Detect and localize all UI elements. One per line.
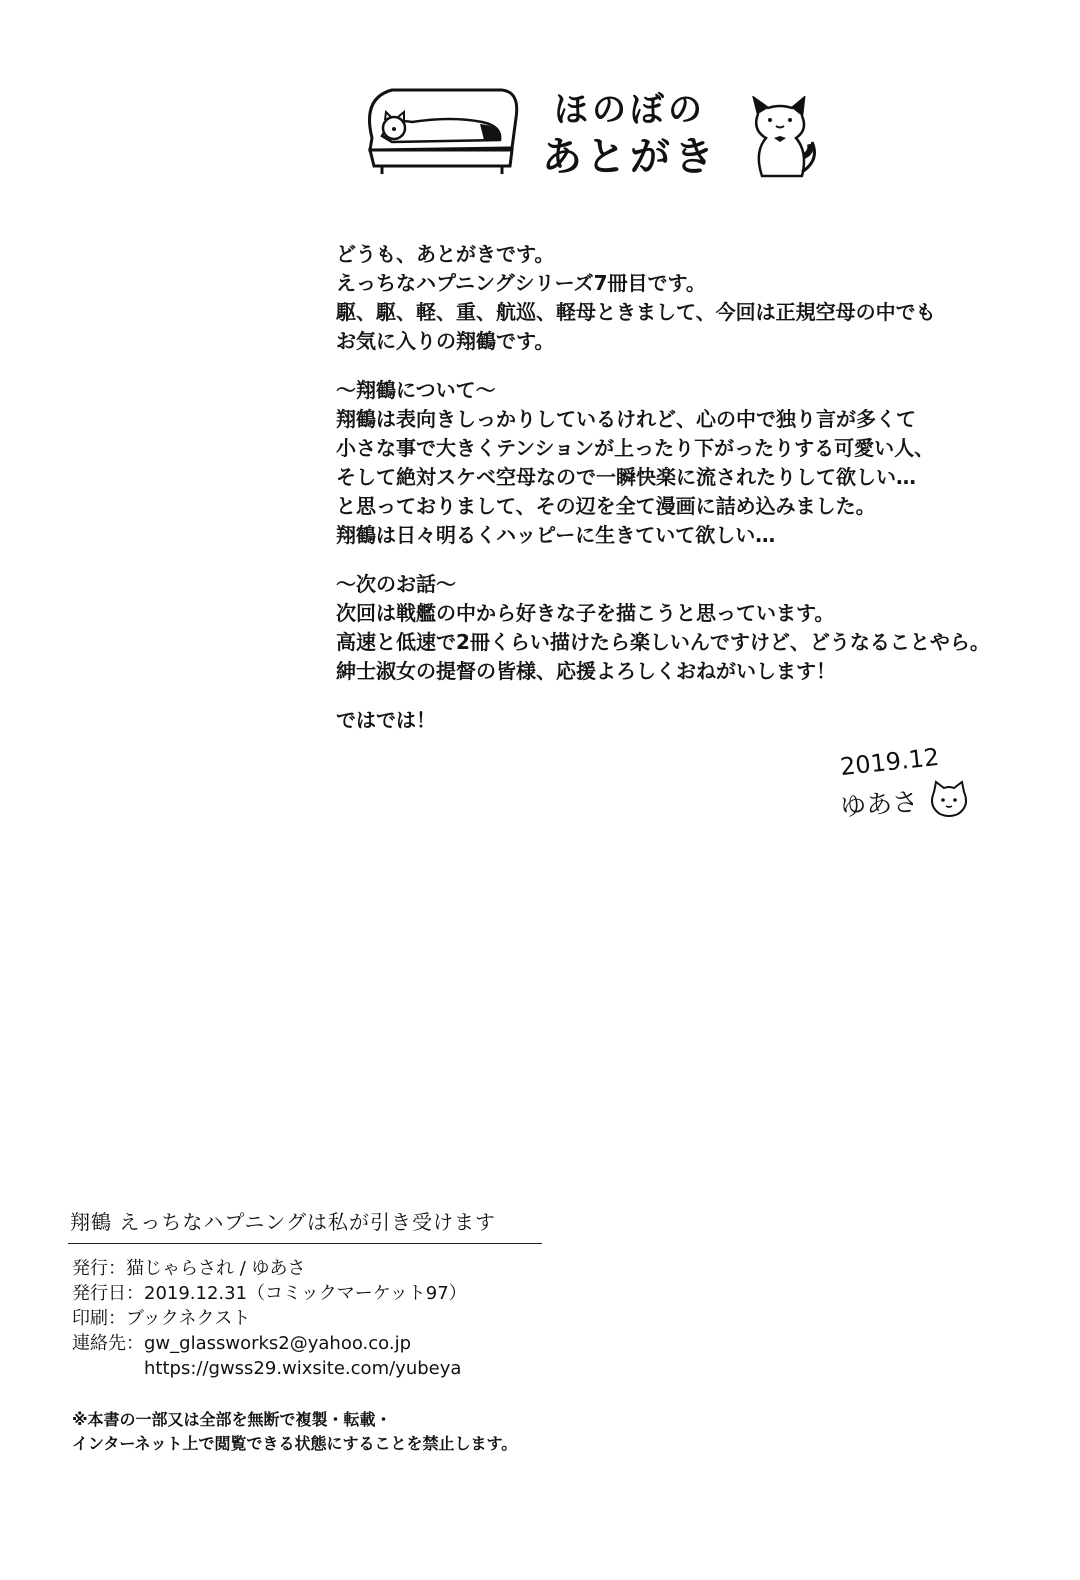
- text-line: どうも、あとがきです。: [336, 242, 555, 266]
- copyright-notice: [72, 1408, 517, 1456]
- text-line: えっちなハプニングシリーズ7冊目です。: [336, 271, 706, 295]
- paragraph-about-shoukaku: [336, 376, 1036, 550]
- notice-line: ※本書の一部又は全部を無断で複製・転載・: [72, 1410, 392, 1429]
- cat-face-doodle-icon: [928, 778, 970, 818]
- text-line: 翔鶴は日々明るくハッピーに生きていて欲しい…: [336, 523, 776, 547]
- colophon-divider: [68, 1243, 542, 1244]
- sofa-cat-illustration: [352, 78, 522, 178]
- afterword-heading: [540, 88, 720, 182]
- text-line: お気に入りの翔鶴です。: [336, 329, 555, 353]
- text-line: ではでは！: [336, 708, 436, 732]
- afterword-body: [336, 240, 1036, 755]
- colophon-issue-date: 発行日：2019.12.31（コミックマーケット97）: [72, 1283, 467, 1304]
- text-line: 高速と低速で2冊くらい描けたら楽しいんですけど、どうなることやら。: [336, 630, 990, 654]
- colophon-title: 翔鶴 えっちなハプニングは私が引き受けます: [70, 1210, 496, 1234]
- paragraph-next-story: [336, 570, 1036, 686]
- sitting-cat-illustration: [740, 96, 820, 186]
- text-line: 翔鶴は表向きしっかりしているけれど、心の中で独り言が多くて: [336, 407, 916, 431]
- text-line: そして絶対スケベ空母なので一瞬快楽に流されたりして欲しい…: [336, 465, 916, 489]
- text-line: 小さな事で大きくテンションが上ったり下がったりする可愛い人、: [336, 436, 935, 460]
- heading-line2: あとがき: [542, 134, 718, 180]
- text-line: 駆、駆、軽、重、航巡、軽母ときまして、今回は正規空母の中でも: [336, 300, 936, 324]
- heading-line1: ほのぼの: [554, 90, 706, 130]
- paragraph-intro: [336, 240, 1036, 356]
- colophon-contact-url: https://gwss29.wixsite.com/yubeya: [144, 1358, 462, 1379]
- section-heading: ～次のお話～: [336, 572, 456, 596]
- text-line: と思っておりまして、その辺を全て漫画に詰め込みました。: [336, 494, 876, 518]
- colophon-publisher: 発行：猫じゃらされ / ゆあさ: [72, 1258, 306, 1279]
- colophon-contact-email: 連絡先：gw_glassworks2@yahoo.co.jp: [72, 1333, 412, 1354]
- signature-date: 2019.12: [838, 742, 941, 782]
- paragraph-closing: [336, 706, 1036, 735]
- text-line: 紳士淑女の提督の皆様、応援よろしくおねがいします！: [336, 659, 836, 683]
- section-heading: ～翔鶴について～: [336, 378, 496, 402]
- colophon: [72, 1256, 467, 1381]
- signature: [838, 742, 980, 828]
- text-line: 次回は戦艦の中から好きな子を描こうと思っています。: [336, 601, 835, 625]
- signature-name: ゆあさ: [839, 787, 920, 823]
- colophon-printer: 印刷：ブックネクスト: [72, 1308, 251, 1329]
- notice-line: インターネット上で閲覧できる状態にすることを禁止します。: [72, 1434, 518, 1453]
